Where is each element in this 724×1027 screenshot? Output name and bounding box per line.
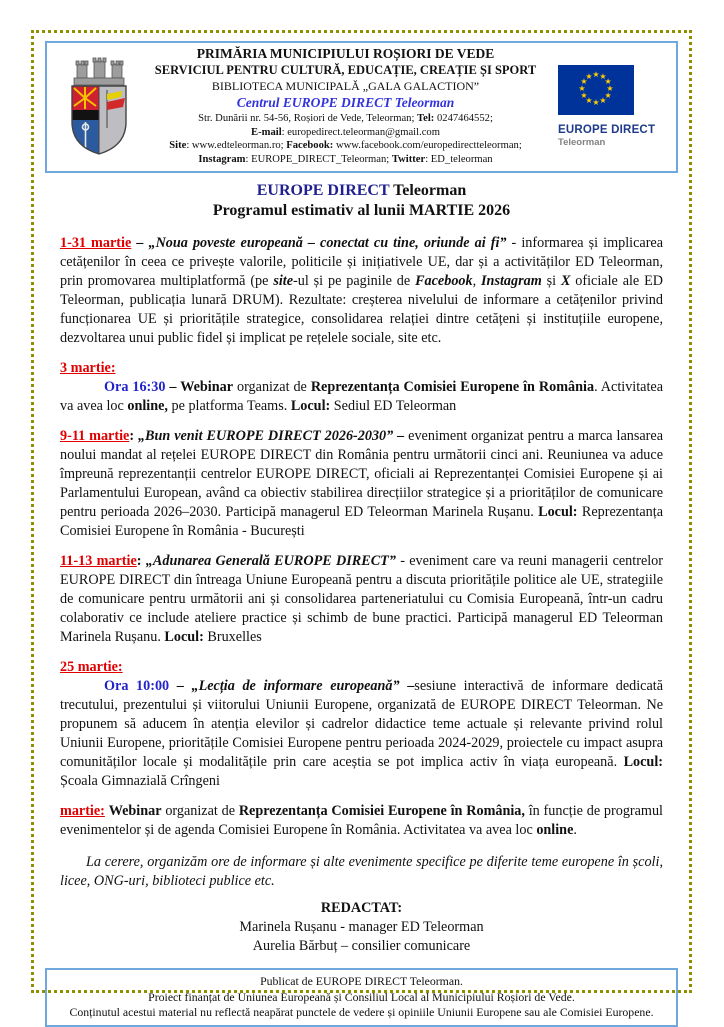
document-title bbox=[45, 181, 678, 221]
paragraph-martie-webinar: martie: Webinar organizat de Reprezentanța Comisiei Europene în România, în funcție de programul evenimentelor și de agenda Comisiei Europene în România. Activitatea va avea loc online. bbox=[60, 803, 664, 839]
letterhead-text bbox=[141, 46, 550, 166]
svg-text:★: ★ bbox=[585, 95, 593, 105]
svg-text:★: ★ bbox=[604, 90, 612, 100]
svg-text:★: ★ bbox=[604, 76, 612, 86]
title-suffix: Teleorman bbox=[389, 182, 467, 200]
org-department: SERVICIUL PENTRU CULTURĂ, EDUCAȚIE, CREAȚIE ȘI SPORT bbox=[154, 62, 537, 77]
eu-flag-icon bbox=[558, 65, 634, 115]
paragraph-25-martie: Ora 10:00 – „Lecția de informare europeană” –sesiune interactivă de informare dedicată trecutului, prezentului și viitorului Uniunii Europene, organizată de EUROPE DIRECT Teleorman. Ne propunem să aducem în atenția elevilor și cadrelor didactice teme actuale și relevante privind rolul Uniunii Europene, prioritățile Comisiei Europene pentru perioada 2024-2029, proiectele cu impact asupra comunităților locale și modalitățile prin care aceștia se pot implica activ în viața europeană. Locul: Școala Gimnazială Crîngeni bbox=[60, 678, 664, 790]
svg-text:★: ★ bbox=[585, 71, 593, 81]
org-library: BIBLIOTECA MUNICIPALĂ „GALA GALACTION” bbox=[211, 78, 480, 93]
svg-text:★: ★ bbox=[580, 90, 588, 100]
svg-text:★: ★ bbox=[599, 71, 607, 81]
redactat-consilier: Aurelia Bărbuț – consilier comunicare bbox=[252, 938, 471, 955]
paragraph-1-31-martie: 1-31 martie – „Noua poveste europeană – conectat cu tine, oriunde ai fi” - informarea și implicarea cetățenilor în ceea ce privește valorile, politicile și inițiativele UE, dar și a activităților ED Teleorman, prin promovarea multiplatformă (pe site-ul și pe paginile de Facebook, Instagram și X oficiale ale ED Teleorman, publicația lunară DRUM). Rezultate: creșterea nivelului de informare a cetățenilor privind funcționarea UE și prioritățile strategice, consolidarea relației dintre cetățeni și instituțiile europene, dezvoltarea unui public fidel și implicat pe rețelele sociale, site etc. bbox=[60, 235, 664, 347]
contact-web-line: Site: www.edteleorman.ro; Facebook: www.facebook.com/europedirectteleorman; bbox=[169, 140, 522, 152]
coat-of-arms-icon bbox=[57, 56, 141, 156]
heading-25-martie: 25 martie: bbox=[60, 659, 123, 676]
europe-direct-logo bbox=[550, 65, 666, 148]
svg-text:★: ★ bbox=[578, 83, 586, 93]
redactat-title: REDACTAT: bbox=[320, 900, 403, 917]
document-page bbox=[31, 30, 692, 1020]
paragraph-11-13-martie: 11-13 martie: „Adunarea Generală EUROPE DIRECT” - eveniment care va reuni managerii centrelor EUROPE DIRECT din întreaga Uniune Europeană pentru a discuta prioritățile politice ale UE, strategiile de comunicare pentru următorii ani și consolidarea parteneriatului cu Comisia Europeană, într-un cadru colaborativ ce include ateliere practice și schimb de bune practici. Participă managerul ED Teleorman Marinela Rușanu. Locul: Bruxelles bbox=[60, 553, 663, 646]
redactat-block bbox=[60, 899, 663, 956]
logo-subtitle: Teleorman bbox=[558, 136, 606, 148]
paragraph-3-martie: Ora 16:30 – Webinar organizat de Reprezentanța Comisiei Europene în România. Activitatea va avea loc online, pe platforma Teams. Locul: Sediul ED Teleorman bbox=[60, 379, 664, 415]
paragraph-9-11-martie: 9-11 martie: „Bun venit EUROPE DIRECT 2026-2030” – eveniment organizat pentru a marca lansarea noului mandat al rețelei EUROPE DIRECT din România pentru următorii cinci ani. Reuniunea va aduce împreună reprezentanții centrelor EUROPE DIRECT, oficiali ai Reprezentanței Comisiei Europene și ai Parlamentului European, având ca obiectiv stabilirea direcțiilor strategice și a priorităților de comunicare pentru perioada 2026–2030. Participă managerul ED Teleorman Marinela Rușanu. Locul: Reprezentanța Comisiei Europene în România - București bbox=[60, 428, 664, 540]
svg-text:★: ★ bbox=[599, 95, 607, 105]
logo-title: EUROPE DIRECT bbox=[558, 123, 656, 136]
contact-email-line: E-mail: europedirect.teleorman@gmail.com bbox=[251, 126, 440, 138]
title-line1 bbox=[45, 181, 678, 201]
redactat-manager: Marinela Rușanu - manager ED Teleorman bbox=[239, 919, 484, 936]
document-body bbox=[60, 234, 663, 956]
footer-disclaimer: Conținutul acestui material nu reflectă neapărat punctele de vedere și opiniile Uniunii Europene sau ale Comisiei Europene. bbox=[69, 1005, 654, 1020]
svg-text:★: ★ bbox=[592, 97, 600, 107]
title-brand: EUROPE DIRECT bbox=[256, 182, 390, 200]
footer-box bbox=[45, 968, 678, 1027]
title-line2: Programul estimativ al lunii MARTIE 2026 bbox=[212, 202, 511, 220]
footer-funding: Proiect finanțat de Uniunea Europeană și Consiliul Local al Municipiului Roșiori de Vede. bbox=[148, 989, 575, 1004]
footer-published: Publicat de EUROPE DIRECT Teleorman. bbox=[260, 974, 463, 989]
center-name: Centrul EUROPE DIRECT Teleorman bbox=[236, 94, 455, 110]
contact-address-line: Str. Dunării nr. 54-56, Roșiori de Vede, Teleorman; Tel: 0247464552; bbox=[198, 113, 493, 125]
org-name: PRIMĂRIA MUNICIPIULUI ROȘIORI DE VEDE bbox=[196, 46, 495, 61]
paragraph-la-cerere: La cerere, organizăm ore de informare și alte evenimente specifice pe diferite teme europene în școli, licee, ONG-uri, biblioteci publice etc. bbox=[60, 854, 663, 890]
heading-3-martie: 3 martie: bbox=[60, 360, 116, 377]
svg-text:★: ★ bbox=[592, 69, 600, 79]
svg-text:★: ★ bbox=[606, 83, 614, 93]
svg-text:★: ★ bbox=[580, 76, 588, 86]
letterhead bbox=[45, 41, 678, 173]
contact-social-line: Instagram: EUROPE_DIRECT_Teleorman; Twitter: ED_teleorman bbox=[198, 153, 493, 165]
